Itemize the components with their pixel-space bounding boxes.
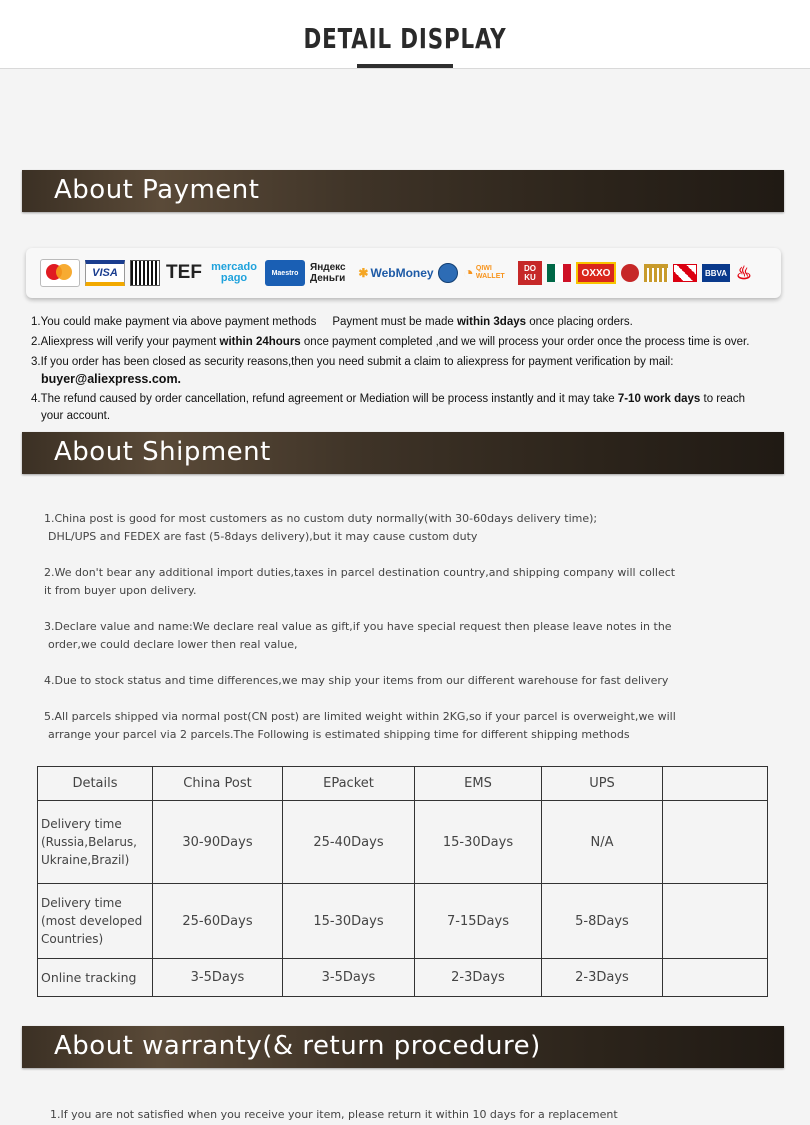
- table-cell: 5-8Days: [542, 884, 663, 959]
- webmoney-icon: ✱ WebMoney: [358, 266, 434, 280]
- visa-label: VISA: [92, 267, 118, 279]
- table-header-cell: Details: [38, 767, 153, 801]
- bbva-icon: [702, 264, 730, 282]
- table-cell: 2-3Days: [542, 959, 663, 997]
- page-title: DETAIL DISPLAY: [303, 22, 507, 55]
- globe-icon: [438, 263, 458, 283]
- payment-note-2: 2.Aliexpress will verify your payment within 24hours once payment completed ,and we will process your order once the process time is over.: [31, 336, 750, 348]
- section-bar-warranty: [22, 1026, 784, 1068]
- row-label: Online tracking: [38, 959, 153, 997]
- table-cell: 30-90Days: [153, 801, 283, 884]
- table-cell: [663, 959, 768, 997]
- boleto-icon: [130, 260, 160, 286]
- mercado-pago-label: mercado pago: [211, 261, 257, 284]
- page-header: [0, 0, 810, 68]
- payment-note-1: 1.You could make payment via above payment methods Payment must be made within 3days once placing orders.: [31, 316, 633, 328]
- table-header-row: [38, 767, 768, 801]
- table-header-cell: EPacket: [283, 767, 415, 801]
- table-header-cell: China Post: [153, 767, 283, 801]
- table-cell: N/A: [542, 801, 663, 884]
- table-header-cell: EMS: [415, 767, 542, 801]
- shipping-time-table: [37, 766, 768, 997]
- row-label: Delivery time (Russia,Belarus, Ukraine,Brazil): [38, 801, 153, 884]
- shipment-note-4: 4.Due to stock status and time differences,we may ship your items from our different warehouse for fast delivery: [44, 674, 669, 687]
- webmoney-label: WebMoney: [370, 266, 434, 280]
- table-cell: 2-3Days: [415, 959, 542, 997]
- section-bar-shipment: [22, 432, 784, 474]
- hsbc-icon: [673, 264, 697, 282]
- bbva-label: BBVA: [704, 268, 728, 278]
- maestro-icon: [265, 260, 305, 286]
- oxxo-label: OXXO: [581, 267, 611, 279]
- table-cell: 3-5Days: [283, 959, 415, 997]
- section-title-shipment: About Shipment: [54, 437, 271, 467]
- table-row: [38, 884, 768, 959]
- tef-icon: [165, 262, 203, 284]
- shipment-note-1: 1.China post is good for most customers as no custom duty normally(with 30-60days delivery time); DHL/UPS and FEDEX are fast (5-8days delivery),but it may cause custom duty: [44, 512, 598, 543]
- table-cell: 25-60Days: [153, 884, 283, 959]
- qiwi-wallet-label: QIWI WALLET: [475, 265, 505, 280]
- mastercard-icon: [40, 259, 80, 287]
- table-header-cell: [663, 767, 768, 801]
- shipment-note-3: 3.Declare value and name:We declare real value as gift,if you have special request then please leave notes in the order,we could declare lower then real value,: [44, 620, 672, 651]
- visa-icon: [85, 260, 125, 286]
- maestro-label: Maestro: [271, 269, 299, 277]
- section-title-warranty: About warranty(& return procedure): [54, 1031, 541, 1061]
- doku-icon: [518, 261, 542, 285]
- doku-label: DO KU: [524, 264, 536, 282]
- table-cell: 15-30Days: [415, 801, 542, 884]
- shipment-note-2: 2.We don't bear any additional import duties,taxes in parcel destination country,and shipping company will collect it from buyer upon delivery.: [44, 566, 676, 597]
- section-bar-payment: [22, 170, 784, 212]
- payment-note-3: 3.If you order has been closed as security reasons,then you need submit a claim to aliexpress for payment verification by mail: buyer@aliexpress.com.: [31, 356, 674, 386]
- table-cell: 3-5Days: [153, 959, 283, 997]
- santander-icon: ♨: [735, 263, 753, 283]
- table-cell: [663, 801, 768, 884]
- payment-note-4: 4.The refund caused by order cancellation, refund agreement or Mediation will be process instantly and it may take 7-10 work days to reach your account.: [31, 393, 746, 422]
- oxxo-icon: [576, 262, 616, 284]
- support-email: buyer@aliexpress.com.: [41, 372, 182, 386]
- tef-label: TEF: [166, 262, 202, 283]
- payment-methods-strip: [26, 248, 781, 298]
- table-header-cell: UPS: [542, 767, 663, 801]
- table-cell: 15-30Days: [283, 884, 415, 959]
- shipment-notes: [44, 510, 704, 762]
- qiwi-wallet-icon: ◔ QIWI WALLET: [463, 265, 513, 281]
- shipment-note-5: 5.All parcels shipped via normal post(CN post) are limited weight within 2KG,so if your parcel is overweight,we will arrange your parcel via 2 parcels.The Following is estimated shipping time for different shipping methods: [44, 710, 676, 741]
- bank-seal-icon: [621, 264, 639, 282]
- table-cell: 7-15Days: [415, 884, 542, 959]
- mexico-flag-icon: [547, 264, 571, 282]
- yandex-money-icon: [310, 262, 354, 284]
- table-cell: [663, 884, 768, 959]
- table-row: [38, 801, 768, 884]
- yandex-money-label: Яндекс Деньги: [310, 262, 346, 284]
- warranty-note-1: 1.If you are not satisfied when you receive your item, please return it within 10 days for a replacement: [50, 1108, 618, 1121]
- payment-notes: [31, 314, 791, 428]
- mercado-pago-icon: [208, 262, 260, 284]
- bank-building-icon: [644, 264, 668, 282]
- table-row: [38, 959, 768, 997]
- section-title-payment: About Payment: [54, 175, 260, 205]
- row-label: Delivery time (most developed Countries): [38, 884, 153, 959]
- table-cell: 25-40Days: [283, 801, 415, 884]
